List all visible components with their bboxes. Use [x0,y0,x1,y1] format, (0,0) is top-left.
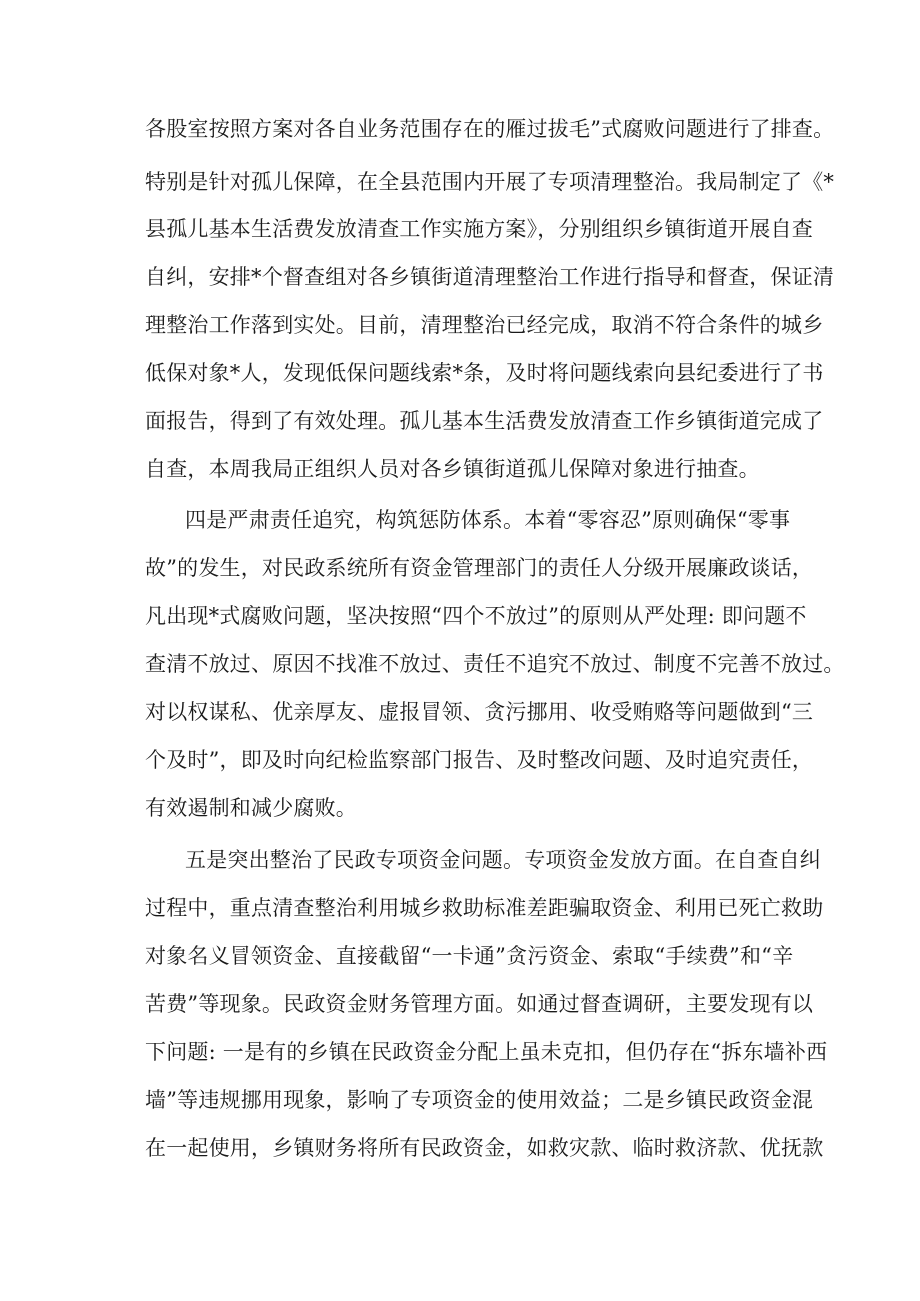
text-line: 对象名义冒领资金、直接截留“一卡通”贪污资金、索取“手续费”和“辛 [145,944,794,968]
text-line: 故”的发生，对民政系统所有资金管理部门的责任人分级开展廉政谈话， [145,556,814,580]
text-line: 特别是针对孤儿保障，在全县范围内开展了专项清理整治。我局制定了《* [145,170,835,194]
text-line: 查清不放过、原因不找准不放过、责任不追究不放过、制度不完善不放过。 [145,652,845,676]
text-line: 自纠，安排*个督查组对各乡镇街道清理整治工作进行指导和督查，保证清 [145,265,835,289]
text-line: 各股室按照方案对各自业务范围存在的雁过拔毛”式腐败问题进行了排查。 [145,117,835,141]
text-line: 低保对象*人，发现低保问题线索*条，及时将问题线索向县纪委进行了书 [145,361,824,385]
text-line: 有效遏制和减少腐败。 [145,796,357,820]
text-line: 过程中，重点清查整治利用城乡救助标准差距骗取资金、利用已死亡救助 [145,896,824,920]
text-line: 自查，本周我局正组织人员对各乡镇街道孤儿保障对象进行抽查。 [145,457,760,481]
paragraph-start-line: 四是严肃责任追究，构筑惩防体系。本着“零容忍”原则确保“零事 [185,508,791,532]
text-line: 下问题: 一是有的乡镇在民政资金分配上虽未克扣，但仍存在“拆东墙补西 [145,1040,828,1064]
text-line: 县孤儿基本生活费发放清查工作实施方案》，分别组织乡镇街道开展自查 [145,217,813,241]
text-line: 个及时”，即及时向纪检监察部门报告、及时整改问题、及时追究责任， [145,748,814,772]
text-line: 对以权谋私、优亲厚友、虚报冒领、贪污挪用、收受贿赂等问题做到“三 [145,700,814,724]
text-line: 凡出现*式腐败问题，坚决按照“四个不放过”的原则从严处理: 即问题不 [145,604,807,628]
text-line: 在一起使用，乡镇财务将所有民政资金，如救灾款、临时救济款、优抚款 [145,1136,824,1160]
paragraph-start-line: 五是突出整治了民政专项资金问题。专项资金发放方面。在自查自纠 [185,848,821,872]
text-line: 理整治工作落到实处。目前，清理整治已经完成，取消不符合条件的城乡 [145,313,824,337]
text-line: 面报告，得到了有效处理。孤儿基本生活费发放清查工作乡镇街道完成了 [145,409,824,433]
text-line: 墙”等违规挪用现象，影响了专项资金的使用效益；二是乡镇民政资金混 [145,1088,814,1112]
text-line: 苦费”等现象。民政资金财务管理方面。如通过督查调研，主要发现有以 [145,992,814,1016]
